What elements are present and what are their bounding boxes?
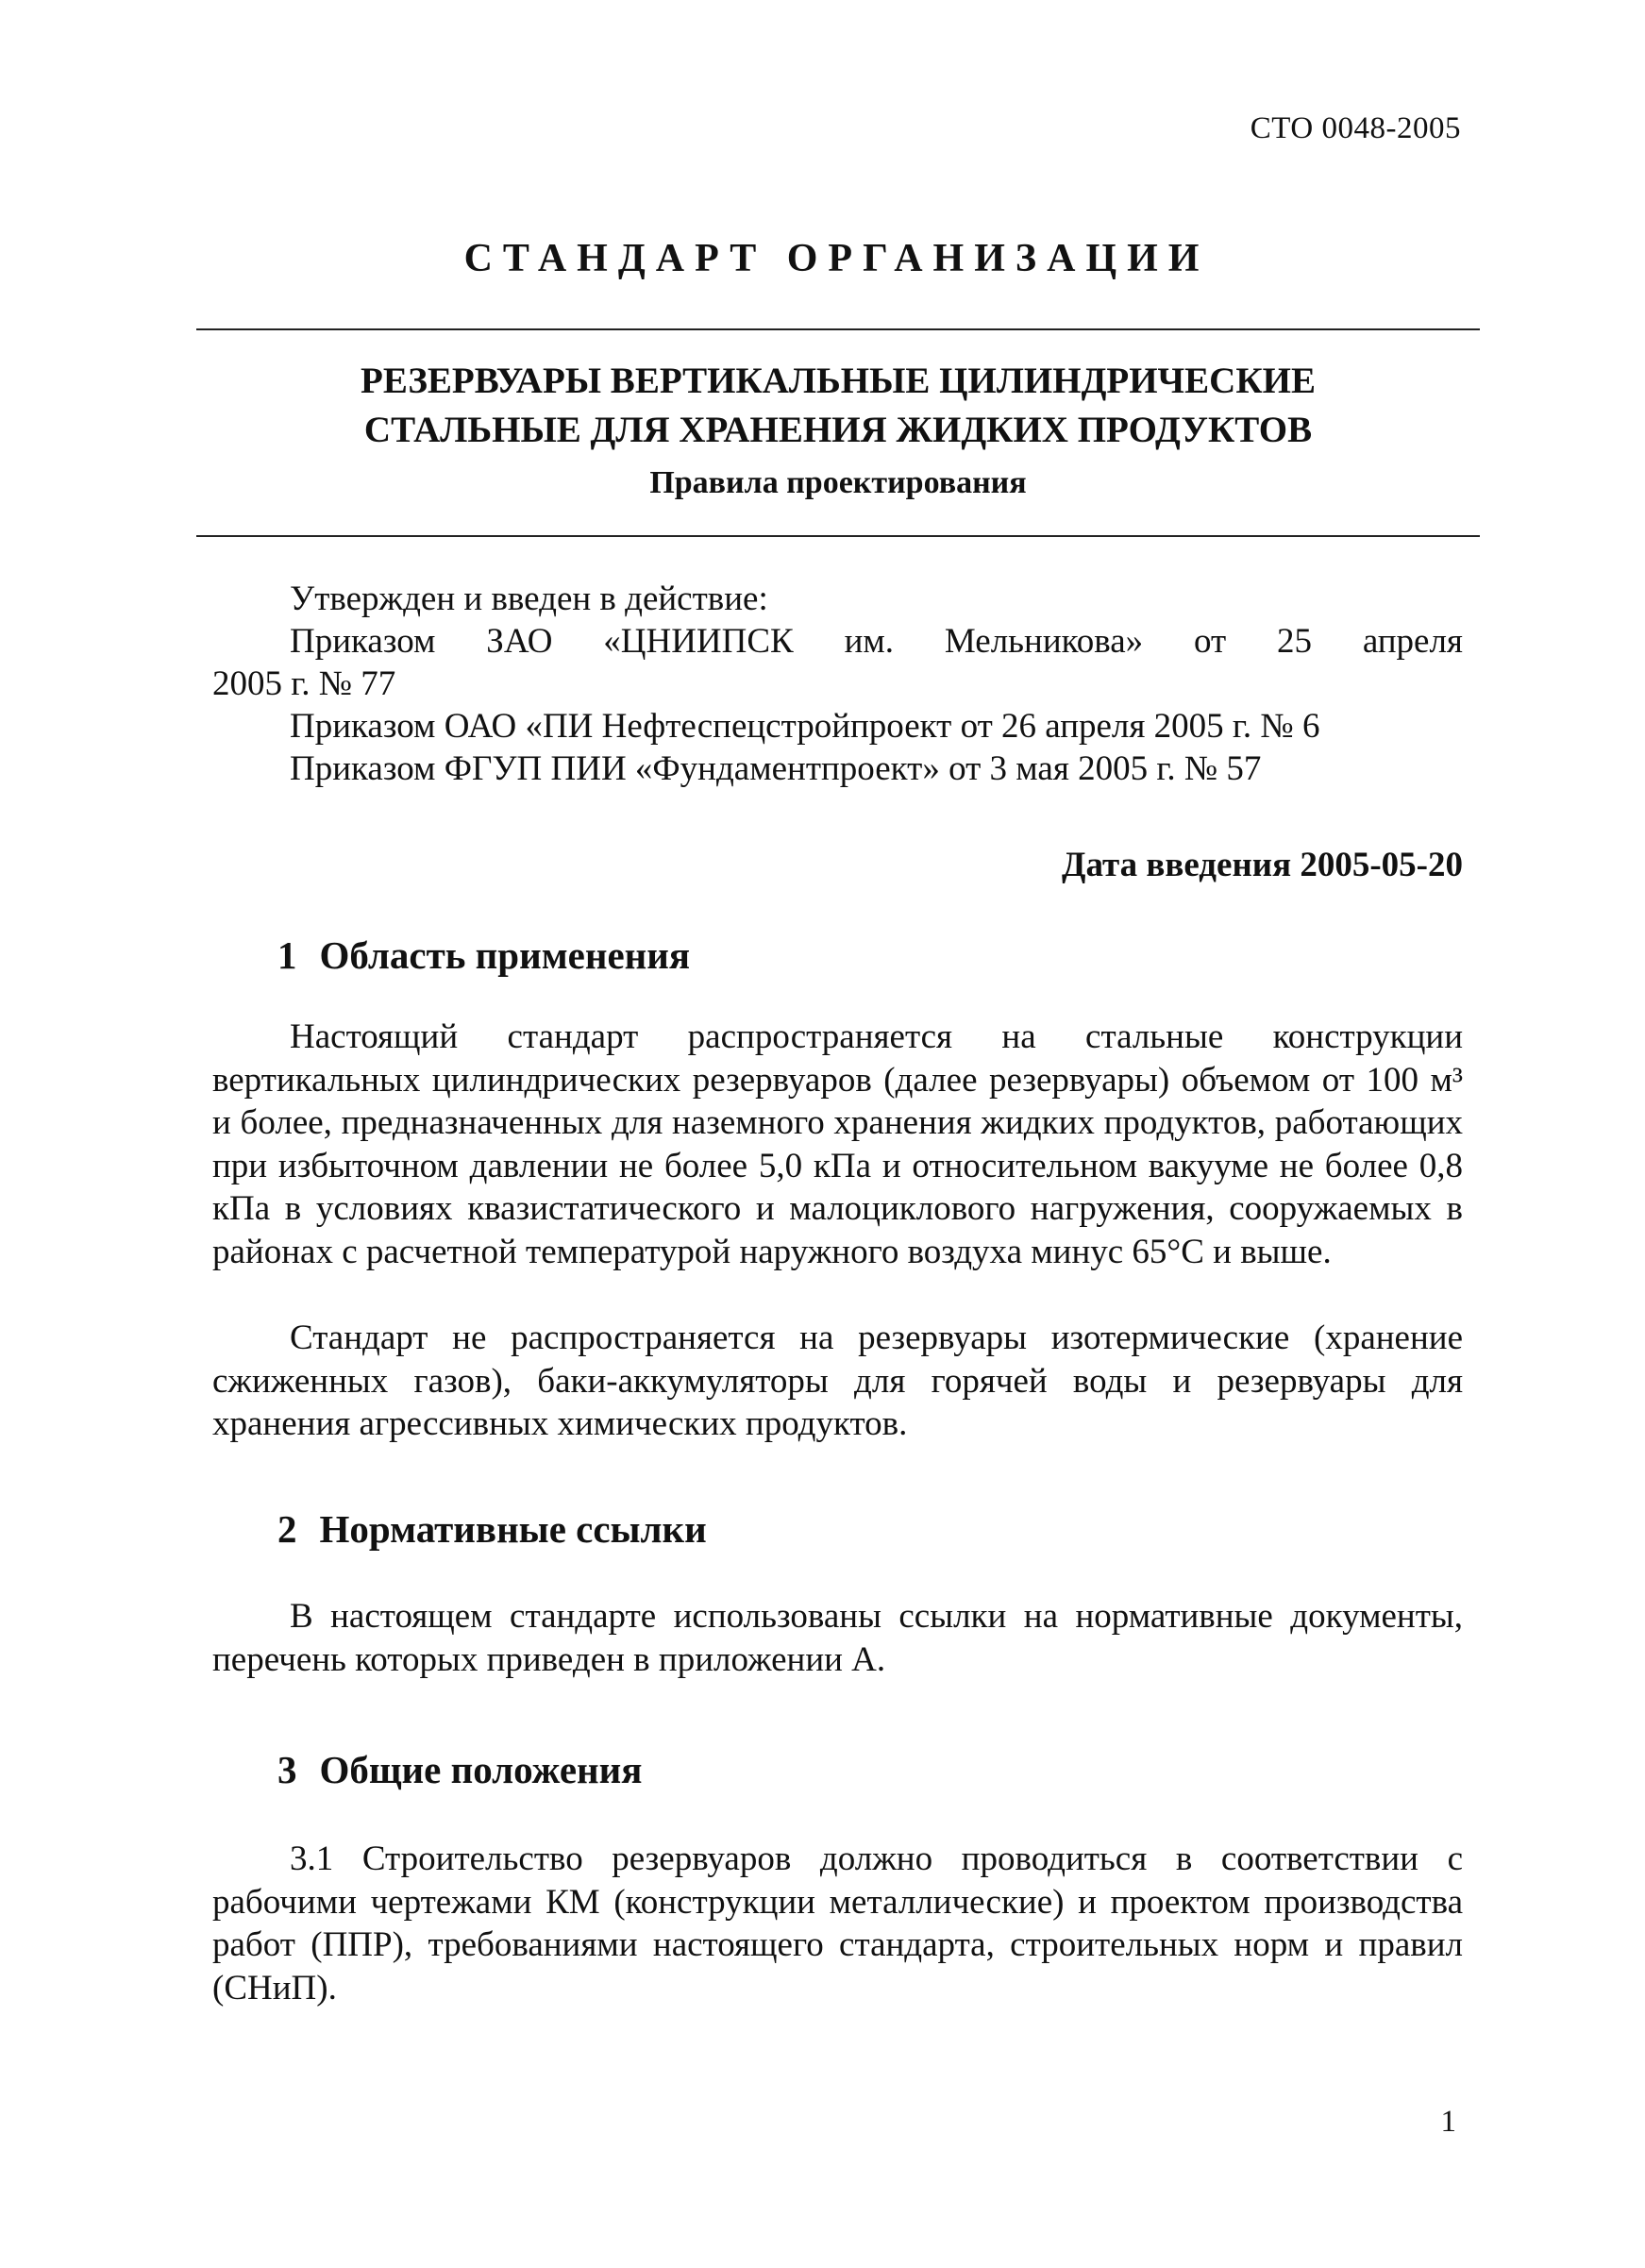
section-3-paragraph-1: 3.1 Строительство резервуаров должно проводиться в соответствии с рабочими чертежами КМ (конструкции металлические) и проектом производства работ (ППР), требованиями настоящего стандарта, строительных норм и правил (СНиП).: [212, 1840, 1463, 2008]
document-name-line-2: СТАЛЬНЫЕ ДЛЯ ХРАНЕНИЯ ЖИДКИХ ПРОДУКТОВ: [363, 410, 1313, 450]
order-1-word: «ЦНИИПСК: [603, 622, 794, 661]
introduction-date: Дата введения 2005-05-20: [1062, 846, 1463, 884]
approval-order-3: Приказом ФГУП ПИИ «Фундаментпроект» от 3 мая 2005 г. № 57: [290, 749, 1262, 788]
order-1-word: 25: [1276, 622, 1312, 661]
section-number: 1: [277, 933, 297, 977]
section-heading-2: [277, 1506, 707, 1552]
document-code: СТО 0048-2005: [1250, 111, 1461, 145]
order-1-word: ЗАО: [486, 622, 553, 661]
section-1-paragraph-1: Настоящий стандарт распространяется на стальные конструкции вертикальных цилиндрических резервуаров (далее резервуары) объемом от 100 м³ и более, предназначенных для наземного хранения жидких продуктов, работающих при избыточном давлении не более 5,0 кПа и относительном вакууме не более 0,8 кПа в условиях квазистатического и малоциклового нагружения, сооружаемых в районах с расчетной температурой наружного воздуха минус 65°С и выше.: [212, 1017, 1463, 1271]
section-heading-3: [277, 1747, 642, 1792]
order-1-word: Приказом: [290, 622, 436, 661]
section-title: Область применения: [319, 933, 691, 977]
document-subtitle: Правила проектирования: [649, 465, 1027, 500]
approval-block: [212, 578, 1463, 790]
approval-order-1-continued: 2005 г. № 77: [212, 664, 396, 703]
section-heading-1: [277, 932, 690, 978]
document-name-line-1: РЕЗЕРВУАРЫ ВЕРТИКАЛЬНЫЕ ЦИЛИНДРИЧЕСКИЕ: [361, 361, 1316, 401]
section-number: 3: [277, 1748, 297, 1791]
divider-top: [196, 328, 1480, 330]
section-2-paragraph-1: В настоящем стандарте использованы ссылки на нормативные документы, перечень которых приведен в приложении А.: [212, 1597, 1463, 1679]
page-number: 1: [1440, 2105, 1456, 2139]
approval-order-2: Приказом ОАО «ПИ Нефтеспецстройпроект от 26 апреля 2005 г. № 6: [290, 707, 1320, 746]
section-title: Нормативные ссылки: [319, 1507, 707, 1551]
section-1-paragraph-2: Стандарт не распространяется на резервуары изотермические (хранение сжиженных газов), баки-аккумуляторы для горячей воды и резервуары для хранения агрессивных химических продуктов.: [212, 1319, 1463, 1443]
section-title: Общие положения: [319, 1748, 643, 1791]
order-1-word: Мельникова»: [944, 622, 1144, 661]
approval-label: Утвержден и введен в действие:: [290, 580, 768, 618]
section-number: 2: [277, 1507, 297, 1551]
order-1-word: апреля: [1362, 622, 1463, 661]
approval-order-1: [212, 620, 1463, 663]
order-1-word: им.: [844, 622, 895, 661]
order-1-word: от: [1193, 622, 1227, 661]
standard-title: СТАНДАРТ ОРГАНИЗАЦИИ: [463, 237, 1210, 280]
divider-bottom: [196, 535, 1480, 537]
